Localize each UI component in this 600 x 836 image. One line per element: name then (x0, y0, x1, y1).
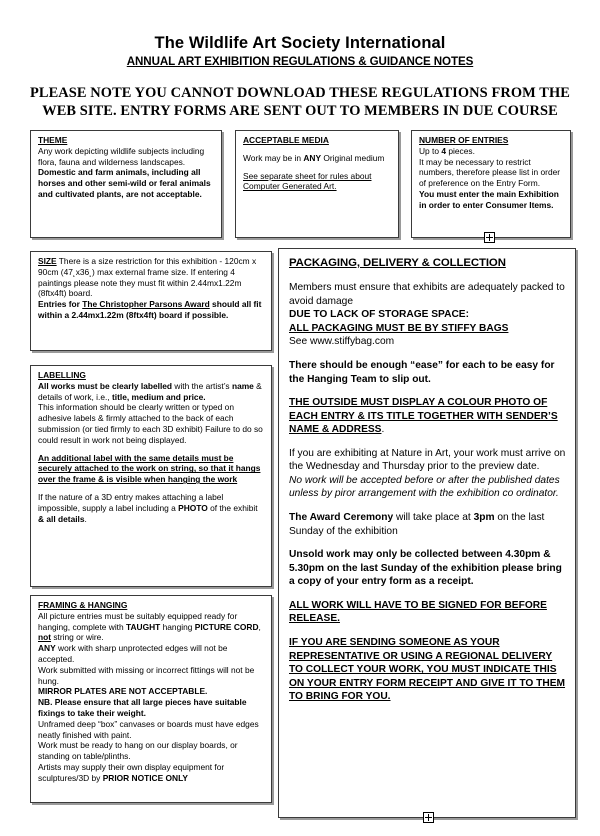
framing-heading: FRAMING & HANGING (38, 600, 128, 610)
labelling-para-4 (38, 492, 265, 524)
labelling-photo-emphasis: PHOTO (178, 502, 208, 513)
labelling-bold-2: name (231, 380, 254, 391)
spacer (289, 386, 567, 396)
crop-mark-icon (423, 812, 434, 823)
spacer (289, 501, 567, 511)
packaging-signed-for-note: ALL WORK WILL HAVE TO BE SIGNED FOR BEFORE RELEASE. (289, 599, 547, 625)
packaging-representative-note: IF YOU ARE SENDING SOMEONE AS YOUR REPRESENTATIVE OR USING A REGIONAL DELIVERY TO COLLECT YOUR WORK, YOU MUST INDICATE THIS ON YOUR ENTRY FORM RECEIPT AND GIVE IT TO THEM TO BRING FOR YOU. (289, 636, 566, 703)
number-of-entries-box (411, 130, 571, 238)
labelling-mid-2: & details of work, i.e., (38, 380, 262, 402)
spacer (289, 626, 567, 636)
labelling-mid-1: with the artist’s (172, 380, 232, 391)
size-restriction-text: There is a size restriction for this exhibition - 120cm x 90cm (47˛x36˛) max external frame size. If entering 4 paintings please note they must fit within 2.44mx1.22m (8ftx4ft) board. (38, 256, 257, 299)
framing-hanging-box (30, 595, 272, 803)
media-cga-note: See separate sheet for rules about Computer Generated Art. (243, 170, 372, 192)
labelling-bold-3: title, medium and price. (112, 391, 206, 402)
size-box (30, 251, 272, 351)
spacer (289, 538, 567, 548)
packaging-dates-note: No work will be accepted before or after the published dates unless by piror arrangement with the exhibition co ordinator. (289, 474, 560, 500)
framing-p1-pre: All picture entries must be suitably equipped ready for hanging, complete with (38, 610, 238, 632)
labelling-heading: LABELLING (38, 370, 86, 380)
framing-not-emphasis: not (38, 632, 52, 643)
framing-mirror-plates-note: MIRROR PLATES ARE NOT ACCEPTABLE. (38, 686, 208, 697)
christopher-parsons-award: The Christopher Parsons Award (82, 299, 210, 310)
theme-box (30, 130, 222, 238)
document-header (0, 0, 600, 121)
page-title: The Wildlife Art Society International (154, 34, 446, 52)
spacer (289, 437, 567, 447)
packaging-stiffy-bags-note: ALL PACKAGING MUST BE BY STIFFY BAGS (289, 322, 509, 334)
theme-heading: THEME (38, 135, 68, 145)
media-any-emphasis: ANY (303, 152, 322, 163)
framing-p1-mid2: , (258, 621, 261, 632)
framing-nb-note: NB. Please ensure that all large pieces have suitable fixings to take their weight. (38, 697, 247, 718)
page-subtitle: ANNUAL ART EXHIBITION REGULATIONS & GUIDANCE NOTES (126, 54, 474, 68)
framing-prior-notice-emphasis: PRIOR NOTICE ONLY (102, 772, 189, 783)
award-ceremony-time: 3pm (473, 512, 495, 524)
spacer (289, 349, 567, 359)
size-para-1 (38, 256, 265, 299)
award-ceremony-mid: will take place at (393, 512, 474, 524)
framing-taught-emphasis: TAUGHT (126, 621, 161, 632)
size-para-2 (38, 299, 265, 321)
framing-p2-post: work with sharp unprotected edges will not be accepted. (38, 643, 228, 664)
framing-p1-post: string or wire. (51, 632, 104, 643)
packaging-stiffybag-url: See www.stiffybag.com (289, 336, 395, 348)
entries-line-3: You must enter the main Exhibition in order to enter Consumer Items. (419, 188, 559, 210)
labelling-3d-post: . (84, 513, 87, 524)
media-line-1 (243, 153, 392, 164)
packaging-para-1: Members must ensure that exhibits are adequately packed to avoid damage (289, 282, 565, 307)
acceptable-media-box (235, 130, 399, 238)
packaging-outside-display-period: . (381, 424, 385, 436)
labelling-box (30, 365, 272, 587)
size-entries-pre: Entries for (38, 299, 83, 310)
size-heading: SIZE (38, 256, 57, 266)
packaging-ease-note: There should be enough “ease” for each to be easy for the Hanging Team to slip out. (289, 359, 555, 385)
packaging-outside-display-text: THE OUTSIDE MUST DISPLAY A COLOUR PHOTO OF EACH ENTRY & ITS TITLE TOGETHER WITH SENDER’S NAME & ADDRESS (289, 397, 558, 436)
spacer (243, 164, 392, 171)
spacer (38, 485, 265, 492)
labelling-additional-label-note: An additional label with the same details must be securely attached to the work on string, so that it hangs over the frame & is visible when hanging the work (38, 452, 261, 485)
framing-any-emphasis: ANY (38, 643, 56, 654)
framing-para-8 (38, 762, 265, 784)
labelling-para-1 (38, 381, 265, 403)
packaging-unsold-work-note: Unsold work may only be collected between 4.30pm & 5.30pm on the last Sunday of the exhibition please bring a copy of your entry form as a receipt. (289, 549, 562, 588)
labelling-3d-mid: of the exhibit (207, 502, 258, 513)
entries-line-1-pre: Up to (419, 145, 442, 156)
entries-heading: NUMBER OF ENTRIES (419, 135, 509, 145)
labelling-bold-1: All works must be clearly labelled (38, 380, 173, 391)
size-entries-post: should all fit within a 2.44mx1.22m (8ftx4ft) board if possible. (38, 299, 262, 320)
spacer (289, 589, 567, 599)
entries-count: 4 (441, 145, 447, 156)
entries-line-1 (419, 146, 564, 157)
framing-para-2 (38, 643, 265, 665)
framing-picture-cord-emphasis: PICTURE CORD (194, 621, 259, 632)
framing-para-6: Unframed deep “box” canvases or boards must have edges neatly finished with paint. (38, 718, 259, 740)
media-line-1-post: Original medium (321, 152, 385, 163)
crop-mark-icon (484, 232, 495, 243)
packaging-delivery-collection-box (278, 248, 576, 818)
theme-para-1: Any work depicting wildlife subjects including flora, fauna and wilderness landscapes. (38, 145, 205, 167)
spacer (243, 146, 392, 153)
framing-p1-mid1: hanging (160, 621, 195, 632)
download-notice: PLEASE NOTE YOU CANNOT DOWNLOAD THESE REGULATIONS FROM THE WEB SITE. ENTRY FORMS ARE SENT OUT TO MEMBERS IN DUE COURSE (30, 84, 570, 120)
labelling-para-2: This information should be clearly written or typed on adhesive labels & firmly attached to the back of each submission (or tied firmly to each 3D exhibit) Failure to do so could result in work not being displayed. (38, 402, 263, 445)
packaging-nature-in-art-note: If you are exhibiting at Nature in Art, your work must arrive on the Wednesday and Thursday prior to the preview date. (289, 447, 566, 473)
packaging-heading: PACKAGING, DELIVERY & COLLECTION (289, 257, 506, 269)
entries-line-2: It may be necessary to restrict numbers, therefore please list in order of preference on the Entry Form. (419, 156, 561, 189)
award-ceremony-post: on the last Sunday of the exhibition (289, 512, 545, 537)
framing-para-3: Work submitted with missing or incorrect fittings will not be hung. (38, 664, 255, 686)
framing-para-7: Work must be ready to hang on our display boards, or standing on table/plinths. (38, 740, 238, 762)
media-line-1-pre: Work may be in (243, 152, 304, 163)
award-ceremony-label: The Award Ceremony (289, 512, 394, 524)
framing-para-1 (38, 611, 265, 643)
spacer (38, 446, 265, 453)
labelling-3d-pre: If the nature of a 3D entry makes attaching a label impossible, supply a label including a (38, 491, 224, 513)
packaging-storage-space-note: DUE TO LACK OF STORAGE SPACE: (289, 309, 469, 321)
media-heading: ACCEPTABLE MEDIA (243, 135, 329, 145)
labelling-details-emphasis: & all details (38, 513, 85, 524)
entries-line-1-post: pieces. (446, 145, 475, 156)
theme-para-2: Domestic and farm animals, including all horses and other semi-wild or feral animals and cultivated plants, are not acceptable. (38, 167, 211, 199)
packaging-outside-display-note (289, 396, 567, 437)
packaging-award-ceremony-note (289, 511, 567, 538)
spacer (289, 271, 567, 281)
framing-p8-pre: Artists may supply their own display equipment for sculptures/3D by (38, 761, 225, 783)
